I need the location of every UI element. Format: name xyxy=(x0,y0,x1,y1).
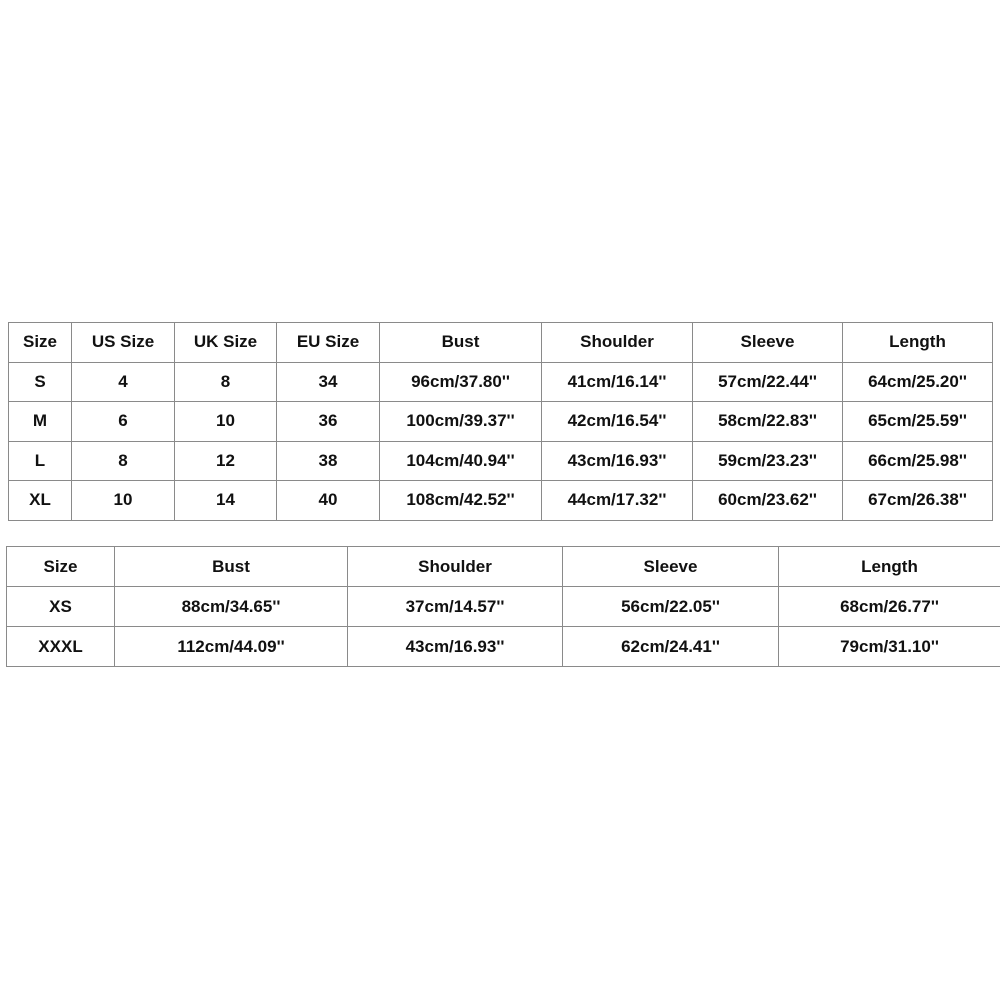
table-cell: 40 xyxy=(277,481,380,521)
table-row xyxy=(7,587,1000,627)
table-row xyxy=(9,362,993,402)
header-row xyxy=(9,323,993,363)
table-cell: 42cm/16.54'' xyxy=(542,402,693,442)
header-cell-length: Length xyxy=(843,323,993,363)
table-cell: 58cm/22.83'' xyxy=(693,402,843,442)
table-cell: M xyxy=(9,402,72,442)
table-cell: 88cm/34.65'' xyxy=(115,587,348,627)
table-cell: 66cm/25.98'' xyxy=(843,441,993,481)
size-chart-table-main xyxy=(8,322,993,521)
table-cell: S xyxy=(9,362,72,402)
header-cell-bust: Bust xyxy=(380,323,542,363)
header-cell-length: Length xyxy=(779,547,1000,587)
table-cell: 37cm/14.57'' xyxy=(348,587,563,627)
table-cell: 12 xyxy=(175,441,277,481)
header-cell-bust: Bust xyxy=(115,547,348,587)
table-cell: 79cm/31.10'' xyxy=(779,627,1000,667)
header-cell-shoulder: Shoulder xyxy=(348,547,563,587)
table-row xyxy=(7,627,1000,667)
table-cell: XS xyxy=(7,587,115,627)
header-cell-eu-size: EU Size xyxy=(277,323,380,363)
table-cell: 68cm/26.77'' xyxy=(779,587,1000,627)
table-cell: 10 xyxy=(175,402,277,442)
table-cell: 62cm/24.41'' xyxy=(563,627,779,667)
header-cell-us-size: US Size xyxy=(72,323,175,363)
table-cell: 104cm/40.94'' xyxy=(380,441,542,481)
header-cell-size: Size xyxy=(9,323,72,363)
header-row xyxy=(7,547,1000,587)
table-cell: 67cm/26.38'' xyxy=(843,481,993,521)
table-cell: 112cm/44.09'' xyxy=(115,627,348,667)
header-cell-size: Size xyxy=(7,547,115,587)
table-cell: 8 xyxy=(72,441,175,481)
table-cell: 60cm/23.62'' xyxy=(693,481,843,521)
size-chart-table-extra xyxy=(6,546,1000,667)
table-cell: 14 xyxy=(175,481,277,521)
header-cell-sleeve: Sleeve xyxy=(693,323,843,363)
table-cell: 43cm/16.93'' xyxy=(542,441,693,481)
table-cell: 6 xyxy=(72,402,175,442)
table-cell: 57cm/22.44'' xyxy=(693,362,843,402)
table-cell: 34 xyxy=(277,362,380,402)
header-cell-uk-size: UK Size xyxy=(175,323,277,363)
header-cell-sleeve: Sleeve xyxy=(563,547,779,587)
table-cell: 65cm/25.59'' xyxy=(843,402,993,442)
table-row xyxy=(9,441,993,481)
table-cell: XL xyxy=(9,481,72,521)
table-row xyxy=(9,481,993,521)
table-cell: 96cm/37.80'' xyxy=(380,362,542,402)
table-cell: 36 xyxy=(277,402,380,442)
table-cell: 43cm/16.93'' xyxy=(348,627,563,667)
table-cell: 8 xyxy=(175,362,277,402)
header-cell-shoulder: Shoulder xyxy=(542,323,693,363)
table-cell: 56cm/22.05'' xyxy=(563,587,779,627)
table-cell: 38 xyxy=(277,441,380,481)
table-cell: 10 xyxy=(72,481,175,521)
table-cell: 44cm/17.32'' xyxy=(542,481,693,521)
table-row xyxy=(9,402,993,442)
table-cell: 59cm/23.23'' xyxy=(693,441,843,481)
table-cell: 4 xyxy=(72,362,175,402)
table-cell: 64cm/25.20'' xyxy=(843,362,993,402)
table-cell: 100cm/39.37'' xyxy=(380,402,542,442)
table-cell: 41cm/16.14'' xyxy=(542,362,693,402)
table-cell: L xyxy=(9,441,72,481)
table-cell: 108cm/42.52'' xyxy=(380,481,542,521)
table-cell: XXXL xyxy=(7,627,115,667)
